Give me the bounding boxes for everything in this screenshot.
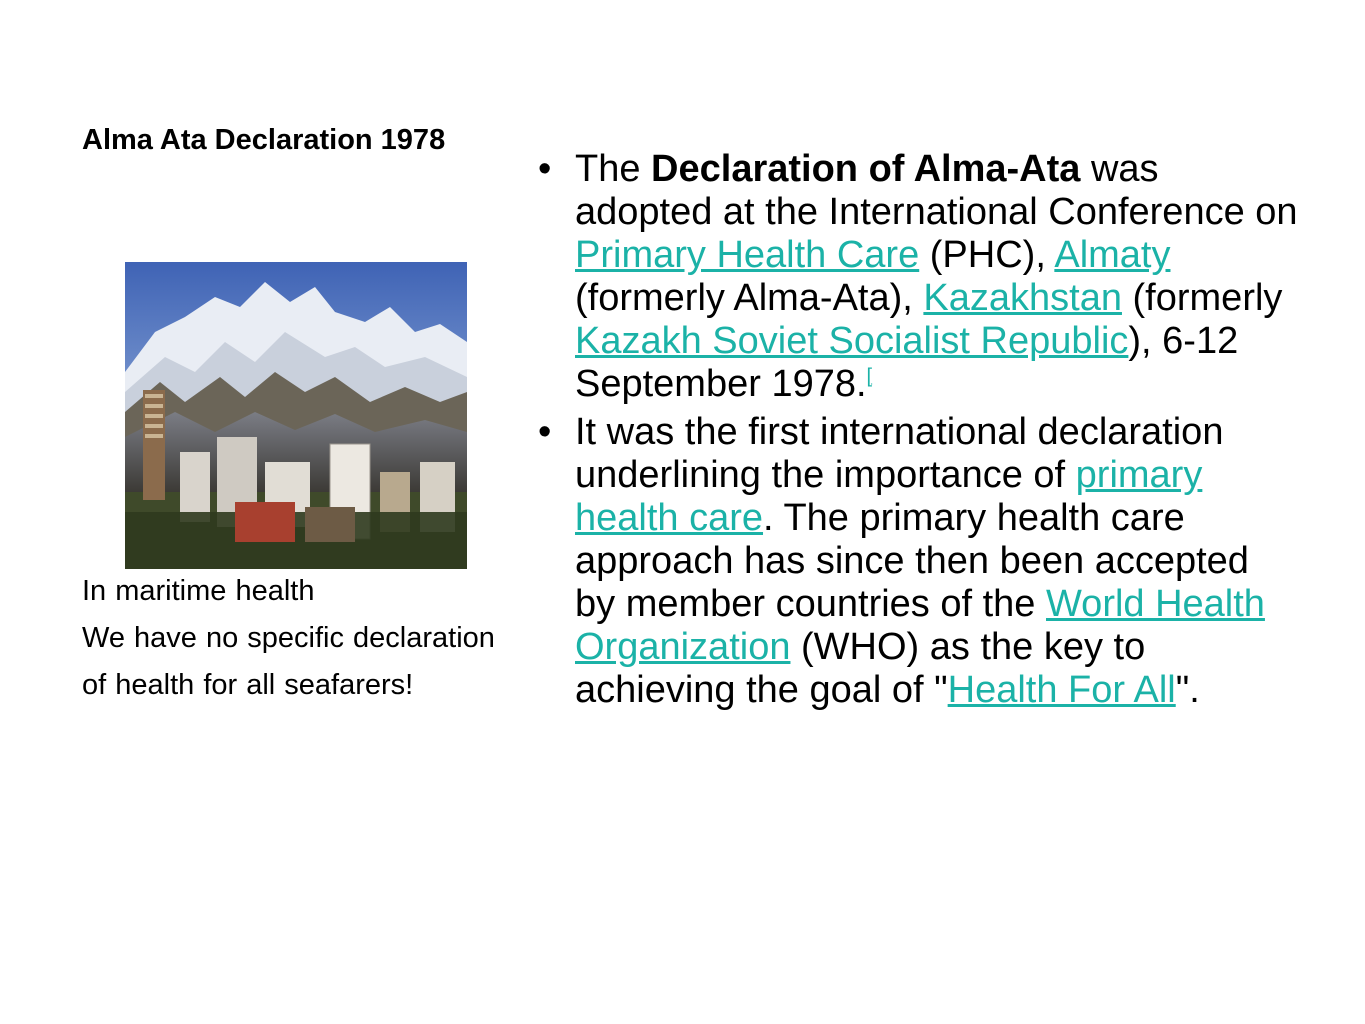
text: (formerly Alma-Ata), [575,277,924,319]
text: (WHO) as the key to achieving the goal of " [575,626,1146,711]
slide-title: Alma Ata Declaration 1978 [82,124,446,156]
maritime-note [82,568,502,709]
link-primary-health-care-lower[interactable]: primary health care [575,454,1203,539]
text: was adopted at the International Conference on [575,148,1298,233]
bullet-list [538,148,1298,717]
text: The [575,148,652,190]
link-kazakh-ssr[interactable]: Kazakh Soviet Socialist Republic [575,320,1129,362]
declaration-name: Declaration of Alma-Ata [651,148,1081,190]
text: It was the first international declaration underlining the importance of [575,411,1224,496]
bullet-item-1 [538,148,1298,406]
bullet-item-2 [538,411,1298,712]
text: . The primary health care approach has since then been accepted by member countries of the [575,497,1249,625]
reference-link[interactable]: [ [866,365,873,388]
link-kazakhstan[interactable]: Kazakhstan [923,277,1122,319]
text: ), 6-12 September 1978. [575,320,1239,405]
note-line-2: We have no specific declaration of health for all seafarers! [82,622,495,701]
almaty-skyline-image [125,262,467,569]
text: ". [1175,669,1200,711]
almaty-photo [125,262,467,569]
link-world-health-organization[interactable]: World Health Organization [575,583,1265,668]
note-line-1: In maritime health [82,575,315,607]
link-almaty[interactable]: Almaty [1054,234,1171,276]
link-health-for-all[interactable]: Health For All [947,669,1176,711]
link-primary-health-care[interactable]: Primary Health Care [575,234,920,276]
text: (formerly [1121,277,1283,319]
text: (PHC), [919,234,1055,276]
